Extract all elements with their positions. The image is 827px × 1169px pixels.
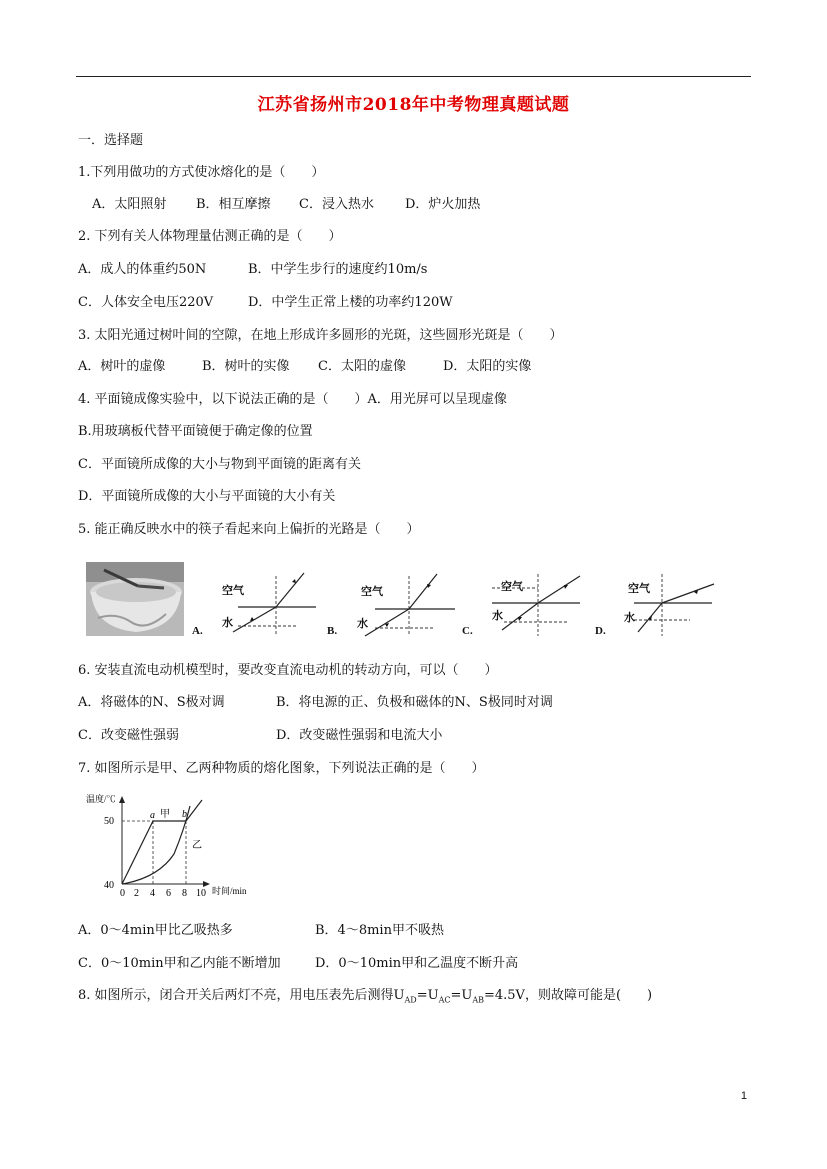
q4-line-d: D．平面镜所成像的大小与平面镜的大小有关 xyxy=(78,489,336,504)
q2-option-d: D．中学生正常上楼的功率约120W xyxy=(248,295,453,310)
q5-stem: 5. 能正确反映水中的筷子看起来向上偏折的光路是（ ） xyxy=(78,522,420,537)
chart-xtick-6: 6 xyxy=(166,888,171,899)
chart-ylabel: 温度/℃ xyxy=(86,794,116,804)
q3-option-b: B．树叶的实像 xyxy=(202,359,290,374)
chart-xtick-10: 10 xyxy=(196,888,206,899)
header-rule xyxy=(76,76,751,77)
chart-xtick-0: 0 xyxy=(120,888,125,899)
q4-stem: 4. 平面镜成像实验中，以下说法正确的是（ ）A．用光屏可以呈现虚像 xyxy=(78,392,507,407)
q6-option-c: C．改变磁性强弱 xyxy=(78,728,179,743)
q8-sub-ad: AD xyxy=(404,995,417,1005)
q3-option-c: C．太阳的虚像 xyxy=(318,359,406,374)
q2-option-c: C．人体安全电压220V xyxy=(78,295,214,310)
q8-sub-ab: AB xyxy=(472,995,484,1005)
q8-stem-post: =4.5V，则故障可能是( ) xyxy=(483,988,653,1003)
diagram-c-air: 空气 xyxy=(501,581,523,593)
q8-mid-2: =U xyxy=(450,988,473,1003)
q7-option-b: B．4～8min甲不吸热 xyxy=(315,923,444,938)
q1-option-a: A．太阳照射 xyxy=(92,197,167,212)
diagram-b-letter: B. xyxy=(327,625,338,637)
q8-stem-pre: 8. 如图所示，闭合开关后两灯不亮，用电压表先后测得U xyxy=(78,988,405,1003)
diagram-b-air: 空气 xyxy=(361,586,383,598)
chart-xtick-2: 2 xyxy=(134,888,139,899)
diagram-c-letter: C. xyxy=(462,625,473,637)
chart-label-jia: 甲 xyxy=(160,809,170,820)
diagram-a-air: 空气 xyxy=(222,585,244,597)
section-heading: 一．选择题 xyxy=(78,133,144,148)
q7-option-d: D．0～10min甲和乙温度不断升高 xyxy=(315,956,519,971)
chart-xtick-4: 4 xyxy=(150,888,155,899)
page-title: 江苏省扬州市2018年中考物理真题试题 xyxy=(257,95,570,115)
q3-stem: 3. 太阳光通过树叶间的空隙，在地上形成许多圆形的光斑，这些圆形光斑是（ ） xyxy=(78,328,563,343)
q1-option-d: D．炉火加热 xyxy=(405,197,481,212)
q4-line-b: B.用玻璃板代替平面镜便于确定像的位置 xyxy=(78,424,313,439)
q2-option-a: A．成人的体重约50N xyxy=(78,262,207,277)
q4-line-c: C．平面镜所成像的大小与物到平面镜的距离有关 xyxy=(78,457,361,472)
q7-option-a: A．0～4min甲比乙吸热多 xyxy=(78,923,233,938)
chart-ytick-50: 50 xyxy=(104,816,114,827)
q2-stem: 2. 下列有关人体物理量估测正确的是（ ） xyxy=(78,229,342,244)
page-number: 1 xyxy=(740,1090,747,1102)
chart-xtick-8: 8 xyxy=(182,888,187,899)
q1-stem: 1.下列用做功的方式使冰熔化的是（ ） xyxy=(78,165,325,180)
chart-label-yi: 乙 xyxy=(192,840,202,851)
q8-mid-1: =U xyxy=(416,988,439,1003)
bowl-photo xyxy=(86,562,184,636)
q6-stem: 6. 安装直流电动机模型时，要改变直流电动机的转动方向，可以（ ） xyxy=(78,663,498,678)
q1-option-b: B．相互摩擦 xyxy=(196,197,271,212)
diagram-a-letter: A. xyxy=(192,625,203,637)
diagram-d-air: 空气 xyxy=(628,583,650,595)
q3-option-a: A．树叶的虚像 xyxy=(78,359,166,374)
q8-stem xyxy=(78,988,652,1009)
melting-chart xyxy=(78,790,268,900)
q3-option-d: D．太阳的实像 xyxy=(443,359,532,374)
q7-option-c: C．0～10min甲和乙内能不断增加 xyxy=(78,956,281,971)
q7-stem: 7. 如图所示是甲、乙两种物质的熔化图象，下列说法正确的是（ ） xyxy=(78,761,485,776)
diagram-d-letter: D. xyxy=(595,625,606,637)
q8-sub-ac: AC xyxy=(438,995,451,1005)
diagram-a-water: 水 xyxy=(222,617,233,629)
q6-option-a: A．将磁体的N、S极对调 xyxy=(78,695,225,710)
chart-label-b: b xyxy=(182,809,187,820)
chart-label-a: a xyxy=(150,810,155,821)
q1-option-c: C．浸入热水 xyxy=(299,197,374,212)
diagram-d-water: 水 xyxy=(624,612,635,624)
q6-option-d: D．改变磁性强弱和电流大小 xyxy=(276,728,443,743)
diagram-c-water: 水 xyxy=(492,610,503,622)
diagram-c xyxy=(478,570,593,640)
chart-ytick-40: 40 xyxy=(104,880,114,891)
chart-xlabel: 时间/min xyxy=(212,886,247,896)
diagram-b-water: 水 xyxy=(357,618,368,630)
q6-option-b: B．将电源的正、负极和磁体的N、S极同时对调 xyxy=(276,695,553,710)
q2-option-b: B．中学生步行的速度约10m/s xyxy=(248,262,428,277)
